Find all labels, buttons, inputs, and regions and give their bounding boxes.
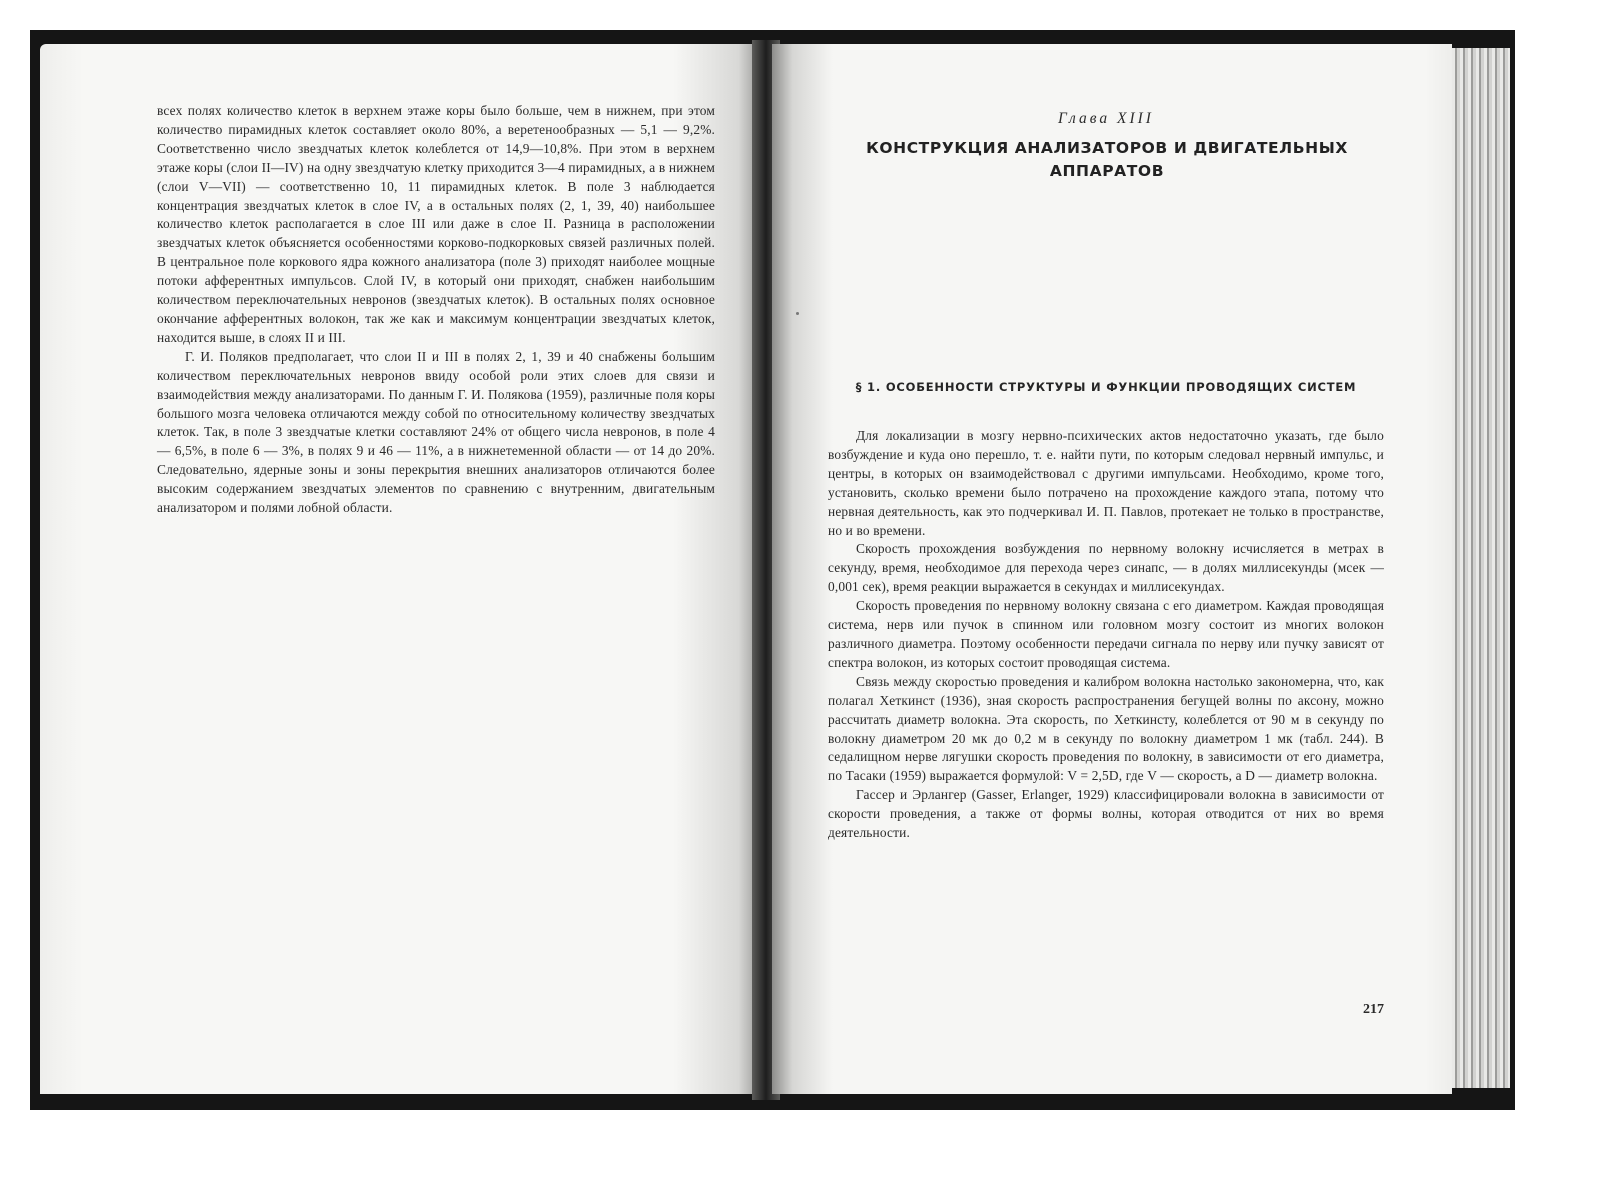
- right-paragraph-2: Скорость прохождения возбуждения по нервному волокну исчисляется в метрах в секунду, время, необходимое для перехода через синапс, — в долях миллисекунды (мсек — 0,001 сек), время реакции выражается в секундах и миллисекундах.: [828, 541, 1384, 595]
- section-title: § 1. ОСОБЕННОСТИ СТРУКТУРЫ И ФУНКЦИИ ПРОВОДЯЩИХ СИСТЕМ: [855, 380, 1357, 394]
- right-paragraph-3: Скорость проведения по нервному волокну связана с его диаметром. Каждая проводящая система, нерв или пучок в спинном или головном мозгу состоит из многих волокон различного диаметра. Поэтому особенности передачи сигнала по нерву или пучку зависят от спектра волокон, из которых состоит проводящая система.: [828, 598, 1384, 670]
- chapter-label: Глава XIII: [1058, 110, 1154, 127]
- left-paragraph-1: всех полях количество клеток в верхнем этаже коры было больше, чем в нижнем, при этом количество пирамидных клеток составляет около 80%, а веретенообразных — 5,1 — 9,2%. Соответственно число звездчатых клеток колеблется от 14,9—10,8%. При этом в верхнем этаже коры (слои II—IV) на одну звездчатую клетку приходится 3—4 пирамидных, а в нижнем (слои V—VII) — соответственно 10, 11 пирамидных клеток. В поле 3 наблюдается концентрация звездчатых клеток в слое IV, а в остальных полях (2, 1, 39, 40) наибольшее количество клеток располагается в слое III или даже в слое II. Разница в расположении звездчатых клеток объясняется особенностями корково-подкорковых связей различных полей. В центральное поле коркового ядра кожного анализатора (поле 3) приходят наиболее мощные потоки афферентных импульсов. Слой IV, в который они приходят, снабжен наибольшим количеством переключательных невронов (звездчатых клеток). В остальных полях основное окончание афферентных волокон, так же как и максимум концентрации звездчатых клеток, находится выше, в слоях II и III.: [157, 103, 715, 345]
- right-page-text: [828, 427, 1384, 843]
- scan-speck: [796, 312, 799, 315]
- chapter-title: КОНСТРУКЦИЯ АНАЛИЗАТОРОВ И ДВИГАТЕЛЬНЫХ АППАРАТОВ: [866, 139, 1348, 180]
- page-number: 217: [1363, 1002, 1384, 1017]
- right-page: [772, 44, 1452, 1094]
- left-page-text: [157, 102, 715, 518]
- right-paragraph-5: Гассер и Эрлангер (Gasser, Erlanger, 1929) классифицировали волокна в зависимости от скорости проведения, а также от формы волны, которая отводится от них во время деятельности.: [828, 787, 1384, 841]
- right-paragraph-1: Для локализации в мозгу нервно-психических актов недостаточно указать, где было возбуждение и куда оно перешло, т. е. найти пути, по которым следовал нервный импульс, и центры, в которых он взаимодействовал с другими импульсами. Необходимо, кроме того, установить, сколько времени было потрачено на прохождение каждого этапа, потому что нервная деятельность, как это подчеркивал И. П. Павлов, протекает не только в пространстве, но и во времени.: [828, 428, 1384, 538]
- right-paragraph-4: Связь между скоростью проведения и калибром волокна настолько закономерна, что, как полагал Хеткинст (1936), зная скорость распространения бегущей волны по аксону, можно рассчитать диаметр волокна. Эта скорость, по Хеткинсту, колеблется от 90 м в секунду по волокну диаметром 20 мк до 0,2 м в секунду по волокну диаметром 1 мк (табл. 244). В седалищном нерве лягушки скорость проведения по волокну, в зависимости от его диаметра, по Тасаки (1959) выражается формулой: V = 2,5D, где V — скорость, а D — диаметр волокна.: [828, 673, 1384, 784]
- page-edges: [1452, 48, 1510, 1088]
- left-page: [40, 44, 760, 1094]
- left-paragraph-2: Г. И. Поляков предполагает, что слои II и III в полях 2, 1, 39 и 40 снабжены большим количеством переключательных невронов ввиду особой роли этих слоев для связи и взаимодействия между анализаторами. По данным Г. И. Полякова (1959), различные поля коры большого мозга человека отличаются между собой по относительному количеству звездчатых клеток. Так, в поле 3 звездчатые клетки составляют 24% от общего числа невронов, в поле 4 — 6,5%, в поле 6 — 3%, в полях 9 и 46 — 11%, а в нижнетеменной области — от 14 до 20%. Следовательно, ядерные зоны и зоны перекрытия внешних анализаторов отличаются более высоким содержанием звездчатых элементов по сравнению с внутренним, двигательным анализатором и полями лобной области.: [157, 348, 715, 516]
